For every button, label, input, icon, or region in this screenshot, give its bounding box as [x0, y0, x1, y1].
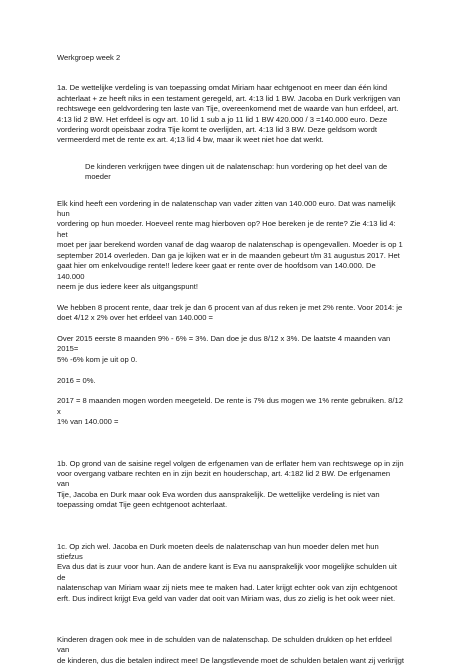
- document-title: Werkgroep week 2: [57, 53, 121, 62]
- paragraph-interest-2014: We hebben 8 procent rente, daar trek je dan 6 procent van af dus reken je met 2% rente. Voor 2014: je doet 4/12 x 2% over het erfdeel van 140.000 =: [57, 302, 403, 323]
- paragraph-claim-explanation: Elk kind heeft een vordering in de nalatenschap van vader zitten van 140.000 euro. Dat was namelijk hun vordering op hun moeder. Hoeveel rente mag hierboven op? Hoe bereken je de rente? Zie 4:13 lid 4: het moet per jaar berekend worden vanaf de dag waarop de nalatenschap is opengevallen. Moeder is op 1 september 2014 overleden. Dan ga je kijken wat er in de maanden gebeurt t/m 31 augustus 2017. Het gaat hier om enkelvoudige rente!! ledere keer gaat er rente over de hoofdsom van 140.000. De 140.000 neem je dus iedere keer als uitgangspunt!: [57, 198, 403, 291]
- paragraph-1b: 1b. Op grond van de saisine regel volgen de erfgenamen van de erflater hem van rechtswege op in zijn voor overgang vatbare rechten en in zijn bezit en houderschap, art. 4:182 lid 2 BW. De erfgenamen van Tije, Jacoba en Durk maar ook Eva worden dus aansprakelijk. De wettelijke verdeling is niet van toepassing omdat Tije geen echtgenoot achterlaat.: [57, 458, 404, 510]
- paragraph-inheritance-note: De kinderen verkrijgen twee dingen uit de nalatenschap: hun vordering op het deel van de moeder: [85, 161, 388, 182]
- paragraph-1c: 1c. Op zich wel. Jacoba en Durk moeten deels de nalatenschap van hun moeder delen met hun stiefzus Eva dus dat is zuur voor hun. Aan de andere kant is Eva nu aansprakelijk voor mogelijke schulden uit de nalatenschap van Miriam waar zij niets mee te maken had. Later krijgt echter ook van zijn echtgenoot erft. Dus indirect krijgt Eva geld van vader dat ooit van Miriam was, dus zo zielig is het ook weer niet.: [57, 541, 398, 603]
- paragraph-1a: 1a. De wettelijke verdeling is van toepassing omdat Miriam haar echtgenoot en meer dan één kind achterlaat + ze heeft niks in een testament geregeld, art. 4:13 lid 1 BW. Jacoba en Durk verkrijgen van rechtswege een geldvordering ten laste van Tije, overeenkomend met de waarde van hun erfdeel, art. 4:13 lid 2 BW. Het erfdeel is ogv art. 10 lid 1 sub a jo 11 lid 1 BW 420.000 / 3 =140.000 euro. Deze vordering wordt opeisbaar zodra Tije komt te overlijden, art. 4:13 lid 3 BW. Deze geldsom wordt vermeerderd met de rente ex art. 4;13 lid 4 bw, maar ik weet niet hoe dat werkt.: [57, 83, 401, 145]
- paragraph-interest-2015: Over 2015 eerste 8 maanden 9% - 6% = 3%. Dan doe je dus 8/12 x 3%. De laatste 4 maanden van 2015= 5% -6% kom je uit op 0.: [57, 333, 391, 364]
- paragraph-interest-2017: 2017 = 8 maanden mogen worden meegeteld. De rente is 7% dus mogen we 1% rente gebruiken. 8/12 x 1% van 140.000 =: [57, 396, 403, 427]
- paragraph-debts: Kinderen dragen ook mee in de schulden van de nalatenschap. De schulden drukken op het erfdeel van de kinderen, dus die betalen indirect mee! De langstlevende moet de schulden betalen want zij verkrijgt: [57, 635, 404, 665]
- paragraph-interest-2016: 2016 = 0%.: [57, 375, 96, 385]
